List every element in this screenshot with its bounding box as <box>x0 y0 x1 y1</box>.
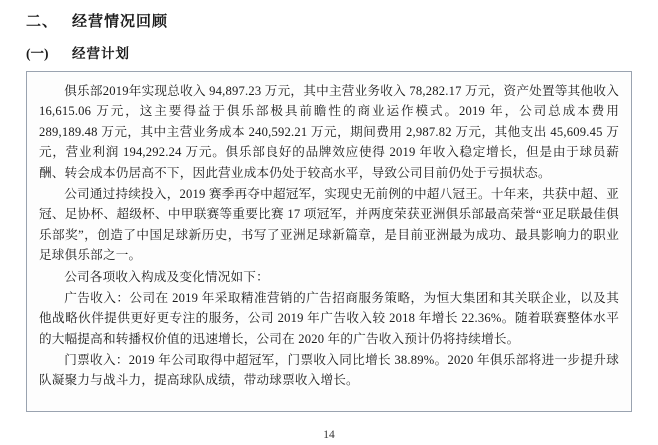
section-heading <box>26 10 632 31</box>
paragraph: 公司通过持续投入，2019 赛季再夺中超冠军，实现史无前例的中超八冠王。十年来，共获中超、亚冠、足协杯、超级杯、中甲联赛等重要比赛 17 项冠军，并两度荣获亚洲俱乐部最高荣誉“亚足联最佳俱乐部奖”，创造了中国足球新历史，书写了亚洲足球新篇章，是目前亚洲最为成功、最具影响力的职业足球俱乐部之一。 <box>39 186 619 263</box>
subsection-heading <box>26 42 632 62</box>
section-heading-text: 经营情况回顾 <box>72 14 169 30</box>
page-number: 14 <box>323 429 335 441</box>
paragraph: 俱乐部2019年实现总收入 94,897.23 万元，其中主营业务收入 78,282.17 万元，资产处置等其他收入 16,615.06 万元，这主要得益于俱乐部极具前瞻性的商业运作模式。2019 年，公司总成本费用 289,189.48 万元，其中主营业务成本 240,592.21 万元，期间费用 2,987.82 万元，其他支出 45,609.45 万元，营业利润 194,292.24 万元。俱乐部良好的品牌效应使得 2019 年收入稳定增长，但是由于球员薪酬、转会成本仍居高不下，因此营业成本仍处于较高水平，导致公司目前仍处于亏损状态。 <box>39 84 619 180</box>
paragraph: 广告收入：公司在 2019 年采取精准营销的广告招商服务策略，为恒大集团和其关联企业，以及其他战略伙伴提供更好更专注的服务，公司 2019 年广告收入较 2018 年增长 22.36%。随着联赛整体水平的大幅提高和转播权价值的迅速增长，公司在 2020 年的广告收入预计仍将持续增长。 <box>39 290 619 346</box>
content-box <box>26 71 632 412</box>
section-heading-number: 二、 <box>26 14 59 30</box>
paragraph: 门票收入：2019 年公司取得中超冠军，门票收入同比增长 38.89%。2020 年俱乐部将进一步提升球队凝聚力与战斗力，提高球队成绩，带动球票收入增长。 <box>39 353 619 388</box>
paragraph: 公司各项收入构成及变化情况如下： <box>64 269 269 284</box>
subsection-heading-number: (一) <box>26 46 49 61</box>
subsection-heading-text: 经营计划 <box>72 46 130 61</box>
